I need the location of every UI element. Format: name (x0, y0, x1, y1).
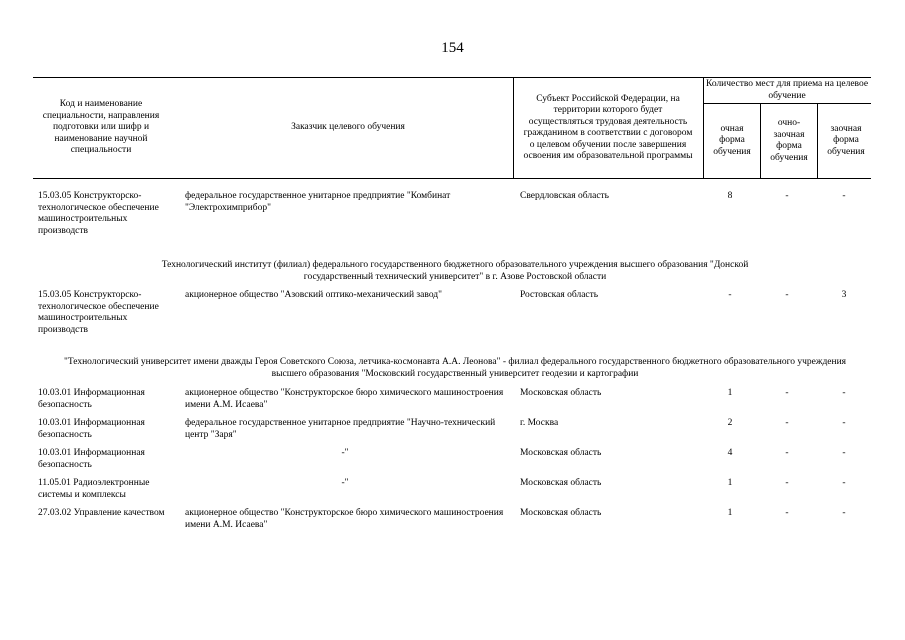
row-part-time: - (785, 290, 789, 300)
header-subject: Субъект Российской Федерации, на территории которого будет осуществляться трудовая деятельность гражданином в соответствии с договором о целевом обучении после завершения освоения им образовательной программы (523, 93, 693, 161)
row-extramural: - (842, 418, 846, 428)
row-code: 27.03.02 Управление качеством (38, 508, 165, 518)
row-part-time: - (785, 508, 789, 518)
row-customer: акционерное общество "Азовский оптико-механический завод" (185, 290, 443, 300)
row-part-time: - (785, 191, 789, 201)
row-code: 11.05.01 Радиоэлектронные системы и комплексы (38, 478, 150, 500)
row-extramural: - (842, 478, 846, 488)
row-extramural: - (842, 508, 846, 518)
row-code: 15.03.05 Конструкторско-технологическое обеспечение машиностроительных производств (38, 191, 159, 236)
row-full-time: 2 (727, 418, 733, 428)
table-header (33, 77, 871, 179)
row-full-time: 1 (727, 508, 733, 518)
row-code: 15.03.05 Конструкторско-технологическое обеспечение машиностроительных производств (38, 290, 159, 335)
header-places: Количество мест для приема на целевое обучение (705, 79, 869, 101)
header-customer: Заказчик целевого обучения (291, 122, 405, 133)
row-customer: -" (341, 448, 349, 458)
row-customer: -" (341, 478, 349, 488)
row-subject: Свердловская область (520, 191, 610, 201)
org-heading: "Технологический университет имени дважды Героя Советского Союза, летчика-космонавта А.А. Леонова" - филиал федерального государственного бюджетного образовательного учреждения высшего образования "Московский государственный университет геодезии и картографии (63, 357, 847, 379)
header-code: Код и наименование специальности, направления подготовки или шифр и наименование научной специальности (42, 99, 160, 156)
row-subject: Московская область (520, 388, 602, 398)
row-part-time: - (785, 388, 789, 398)
row-extramural: - (842, 388, 846, 398)
row-code: 10.03.01 Информационная безопасность (38, 448, 145, 470)
row-customer: акционерное общество "Конструкторское бюро химического машиностроения имени А.М. Исаева" (185, 508, 504, 530)
row-subject: Московская область (520, 508, 602, 518)
row-customer: федеральное государственное унитарное предприятие "Комбинат "Электрохимприбор" (185, 191, 451, 213)
row-part-time: - (785, 418, 789, 428)
row-subject: Московская область (520, 448, 602, 458)
row-full-time: 4 (727, 448, 733, 458)
row-code: 10.03.01 Информационная безопасность (38, 418, 145, 440)
header-extramural: заочная форма обучения (827, 123, 865, 157)
row-customer: акционерное общество "Конструкторское бюро химического машиностроения имени А.М. Исаева" (185, 388, 504, 410)
row-full-time: 8 (727, 191, 733, 201)
row-part-time: - (785, 478, 789, 488)
row-extramural: - (842, 191, 846, 201)
header-full-time: очная форма обучения (713, 123, 751, 157)
row-part-time: - (785, 448, 789, 458)
row-extramural: - (842, 448, 846, 458)
header-part-time: очно-заочная форма обучения (770, 118, 808, 163)
row-subject: Московская область (520, 478, 602, 488)
row-customer: федеральное государственное унитарное предприятие "Научно-технический центр "Заря" (185, 418, 496, 440)
row-full-time: - (728, 290, 732, 300)
row-code: 10.03.01 Информационная безопасность (38, 388, 145, 410)
row-full-time: 1 (727, 388, 733, 398)
row-extramural: 3 (841, 290, 847, 300)
row-subject: Ростовская область (520, 290, 599, 300)
org-heading: Технологический институт (филиал) федерального государственного бюджетного образовательного учреждения высшего образования "Донской государственный технический университет" в г. Азове Ростовской области (161, 260, 749, 282)
row-subject: г. Москва (520, 418, 559, 428)
page-number: 154 (441, 40, 464, 56)
row-full-time: 1 (727, 478, 733, 488)
